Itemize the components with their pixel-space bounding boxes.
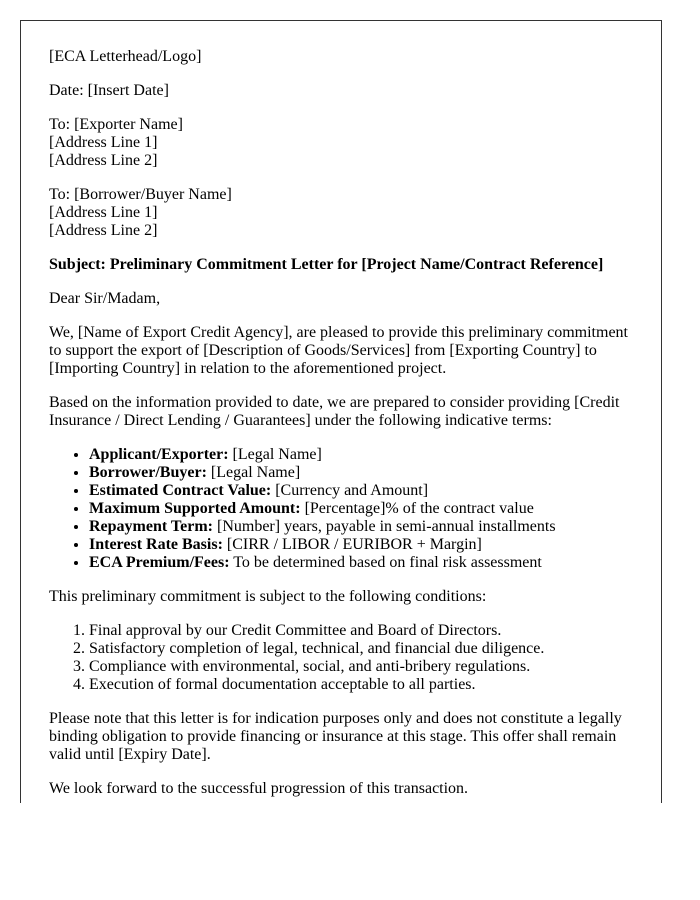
borrower-name: To: [Borrower/Buyer Name] xyxy=(49,186,232,203)
conditions-list xyxy=(49,622,633,694)
recipient-exporter-block xyxy=(49,116,633,170)
term-label: ECA Premium/Fees: xyxy=(89,554,230,571)
term-value: To be determined based on final risk assessment xyxy=(229,554,542,571)
term-label: Borrower/Buyer: xyxy=(89,464,207,481)
terms-intro: Based on the information provided to date, we are prepared to consider providing [Credit Insurance / Direct Lending / Guarantees] under the following indicative terms: xyxy=(49,394,620,429)
letterhead: [ECA Letterhead/Logo] xyxy=(49,48,202,65)
term-value: [CIRR / LIBOR / EURIBOR + Margin] xyxy=(222,536,482,553)
closing-paragraph: We look forward to the successful progression of this transaction. xyxy=(49,780,469,797)
exporter-name: To: [Exporter Name] xyxy=(49,116,183,133)
term-item xyxy=(89,464,633,482)
condition-item: 3. Compliance with environmental, social, and anti-bribery regulations. xyxy=(89,658,633,676)
term-item xyxy=(89,536,633,554)
conditions-intro: This preliminary commitment is subject to the following conditions: xyxy=(49,588,487,605)
term-label: Maximum Supported Amount: xyxy=(89,500,301,517)
term-value: [Legal Name] xyxy=(228,446,322,463)
term-value: [Percentage]% of the contract value xyxy=(300,500,534,517)
salutation: Dear Sir/Madam, xyxy=(49,290,161,307)
subject-line xyxy=(49,256,633,274)
recipient-borrower-block xyxy=(49,186,633,240)
letter-date: Date: [Insert Date] xyxy=(49,82,169,99)
term-label: Applicant/Exporter: xyxy=(89,446,229,463)
exporter-address-line-1: [Address Line 1] xyxy=(49,134,158,151)
borrower-address-line-1: [Address Line 1] xyxy=(49,204,158,221)
term-label: Repayment Term: xyxy=(89,518,213,535)
condition-item: 2. Satisfactory completion of legal, technical, and financial due diligence. xyxy=(89,640,633,658)
term-item xyxy=(89,446,633,464)
condition-item: 1. Final approval by our Credit Committee and Board of Directors. xyxy=(89,622,633,640)
term-item xyxy=(89,518,633,536)
commitment-letter xyxy=(20,20,662,803)
term-label: Interest Rate Basis: xyxy=(89,536,223,553)
term-item xyxy=(89,554,633,572)
borrower-address-line-2: [Address Line 2] xyxy=(49,222,158,239)
term-item xyxy=(89,500,633,518)
intro-paragraph: We, [Name of Export Credit Agency], are pleased to provide this preliminary commitment to support the export of [Description of Goods/Services] from [Exporting Country] to [Importing Country] in relation to the aforementioned project. xyxy=(49,324,628,377)
term-value: [Currency and Amount] xyxy=(271,482,429,499)
disclaimer-paragraph: Please note that this letter is for indication purposes only and does not constitute a legally binding obligation to provide financing or insurance at this stage. This offer shall remain valid until [Expiry Date]. xyxy=(49,710,622,763)
exporter-address-line-2: [Address Line 2] xyxy=(49,152,158,169)
condition-item: 4. Execution of formal documentation acceptable to all parties. xyxy=(89,676,633,694)
subject-text: Subject: Preliminary Commitment Letter for [Project Name/Contract Reference] xyxy=(49,256,604,273)
term-label: Estimated Contract Value: xyxy=(89,482,272,499)
indicative-terms-list xyxy=(49,446,633,572)
term-item xyxy=(89,482,633,500)
term-value: [Number] years, payable in semi-annual installments xyxy=(212,518,556,535)
term-value: [Legal Name] xyxy=(206,464,301,481)
